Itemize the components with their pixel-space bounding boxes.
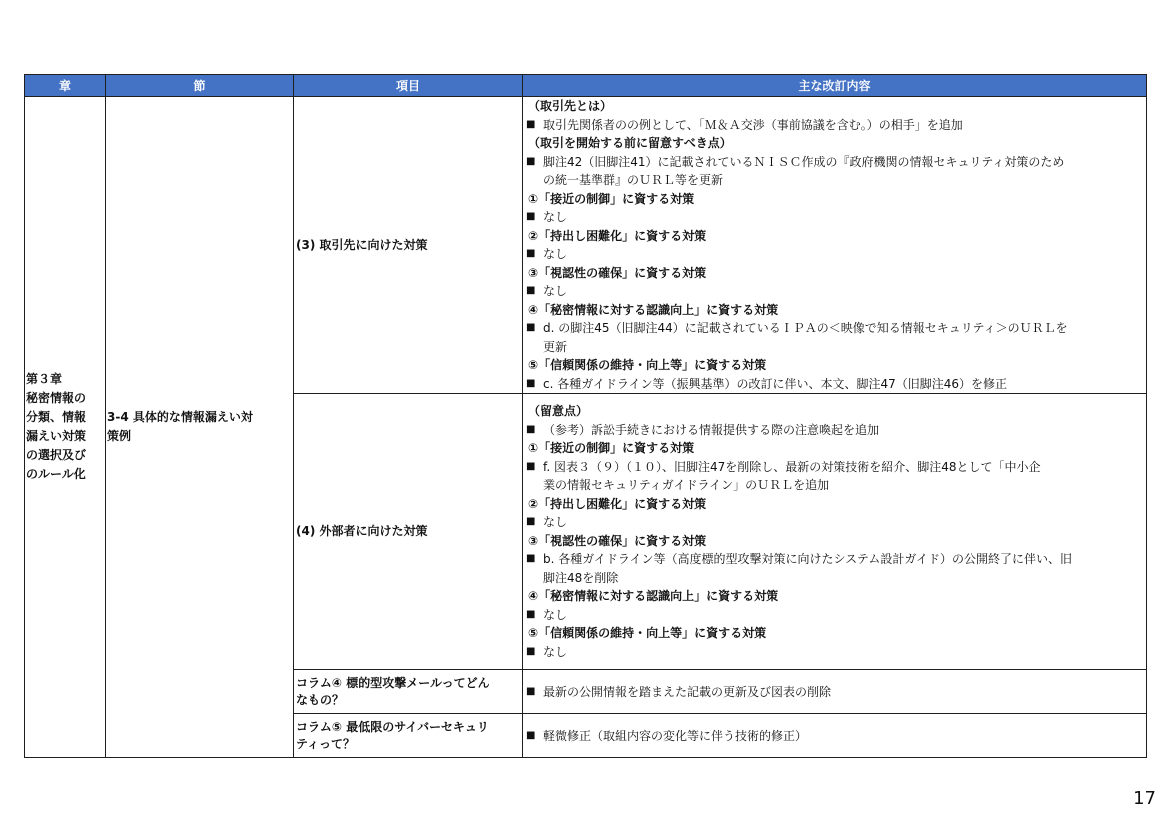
- bullet-item: ■ d. の脚注45（旧脚注44）に記載されているＩＰＡの＜映像で知る情報セキュリティ＞のＵＲＬを: [526, 319, 1142, 338]
- chapter-cell: [25, 97, 106, 758]
- chapter-line: 分類、情報: [26, 410, 87, 424]
- subheading: （取引を開始する前に留意すべき点）: [528, 136, 732, 150]
- chapter-line: のルール化: [26, 467, 86, 481]
- section-cell: [106, 97, 294, 758]
- subheading: ②「持出し困難化」に資する対策: [528, 496, 707, 511]
- content-cell: [523, 714, 1147, 758]
- item-title: なもの？: [296, 692, 345, 707]
- chapter-line: の選択及び: [26, 448, 87, 462]
- bullet-item: ■ c. 各種ガイドライン等（振興基準）の改訂に伴い、本文、脚注47（旧脚注46）を修正: [526, 375, 1142, 394]
- subheading: ②「持出し困難化」に資する対策: [528, 228, 707, 243]
- bullet-continuation: の統一基準群』のＵＲＬ等を更新: [543, 173, 724, 187]
- item-title: コラム④ 標的型攻撃メールってどん: [296, 675, 490, 690]
- item-cell: [294, 714, 523, 758]
- bullet-item: ■ なし: [526, 643, 1142, 662]
- revision-table: [24, 74, 1147, 758]
- item-title: (4) 外部者に向けた対策: [296, 524, 428, 538]
- item-cell: [294, 97, 523, 394]
- chapter-line: 秘密情報の: [26, 391, 87, 405]
- bullet-item: ■ なし: [526, 606, 1142, 625]
- header-content: 主な改訂内容: [523, 75, 1147, 97]
- header-item: 項目: [294, 75, 523, 97]
- item-cell: [294, 670, 523, 714]
- header-chapter: 章: [25, 75, 106, 97]
- section-line: 策例: [107, 429, 132, 443]
- subheading: （取引先とは）: [528, 99, 613, 113]
- subheading: ③「視認性の確保」に資する対策: [528, 265, 707, 280]
- item-title: ティって？: [296, 736, 356, 751]
- bullet-item: ■ 取引先関係者のの例として、「Ｍ＆Ａ交渉（事前協議を含む。）の相手」を追加: [526, 116, 1142, 135]
- section-line: 3-4 具体的な情報漏えい対: [107, 410, 253, 424]
- page-number: 17: [1133, 788, 1156, 809]
- subheading: ④「秘密情報に対する認識向上」に資する対策: [528, 302, 779, 317]
- bullet-item: ■ 最新の公開情報を踏まえた記載の更新及び図表の削除: [526, 682, 1142, 702]
- header-row: [25, 75, 1147, 97]
- subheading: ④「秘密情報に対する認識向上」に資する対策: [528, 589, 779, 603]
- subheading: ③「視認性の確保」に資する対策: [528, 533, 707, 548]
- content-cell: [523, 394, 1147, 670]
- subheading: ①「接近の制御」に資する対策: [528, 191, 695, 206]
- bullet-item: ■ （参考）訴訟手続きにおける情報提供する際の注意喚起を追加: [526, 421, 1142, 440]
- bullet-item: ■ なし: [526, 208, 1142, 227]
- item-cell: [294, 394, 523, 670]
- bullet-continuation: 更新: [543, 339, 568, 354]
- subheading: ⑤「信頼関係の維持・向上等」に資する対策: [528, 358, 767, 372]
- item-title: コラム⑤ 最低限のサイバーセキュリ: [296, 719, 489, 734]
- bullet-continuation: 業の情報セキュリティガイドライン」のＵＲＬを追加: [543, 478, 830, 492]
- content-cell: [523, 97, 1147, 394]
- bullet-item: ■ f. 図表３（９）（１０）、旧脚注47を削除し、最新の対策技術を紹介、脚注48として「中小企: [526, 458, 1142, 477]
- bullet-continuation: 脚注48を削除: [543, 570, 619, 585]
- subheading: ①「接近の制御」に資する対策: [528, 441, 695, 455]
- chapter-line: 漏えい対策: [26, 429, 87, 443]
- table-row-3: [25, 97, 1147, 394]
- bullet-item: ■ b. 各種ガイドライン等（高度標的型攻撃対策に向けたシステム設計ガイド）の公開終了に伴い、旧: [526, 550, 1142, 569]
- header-section: 節: [106, 75, 294, 97]
- bullet-item: ■ 脚注42（旧脚注41）に記載されているＮＩＳＣ作成の『政府機関の情報セキュリティ対策のため: [526, 153, 1142, 172]
- subheading: ⑤「信頼関係の維持・向上等」に資する対策: [528, 626, 767, 640]
- item-title: (3) 取引先に向けた対策: [296, 237, 428, 252]
- bullet-item: ■ なし: [526, 245, 1142, 264]
- subheading: （留意点）: [528, 404, 589, 418]
- bullet-item: ■ 軽微修正（取組内容の変化等に伴う技術的修正）: [526, 726, 1142, 746]
- bullet-item: ■ なし: [526, 282, 1142, 301]
- bullet-item: ■ なし: [526, 513, 1142, 532]
- content-cell: [523, 670, 1147, 714]
- chapter-line: 第３章: [26, 372, 63, 386]
